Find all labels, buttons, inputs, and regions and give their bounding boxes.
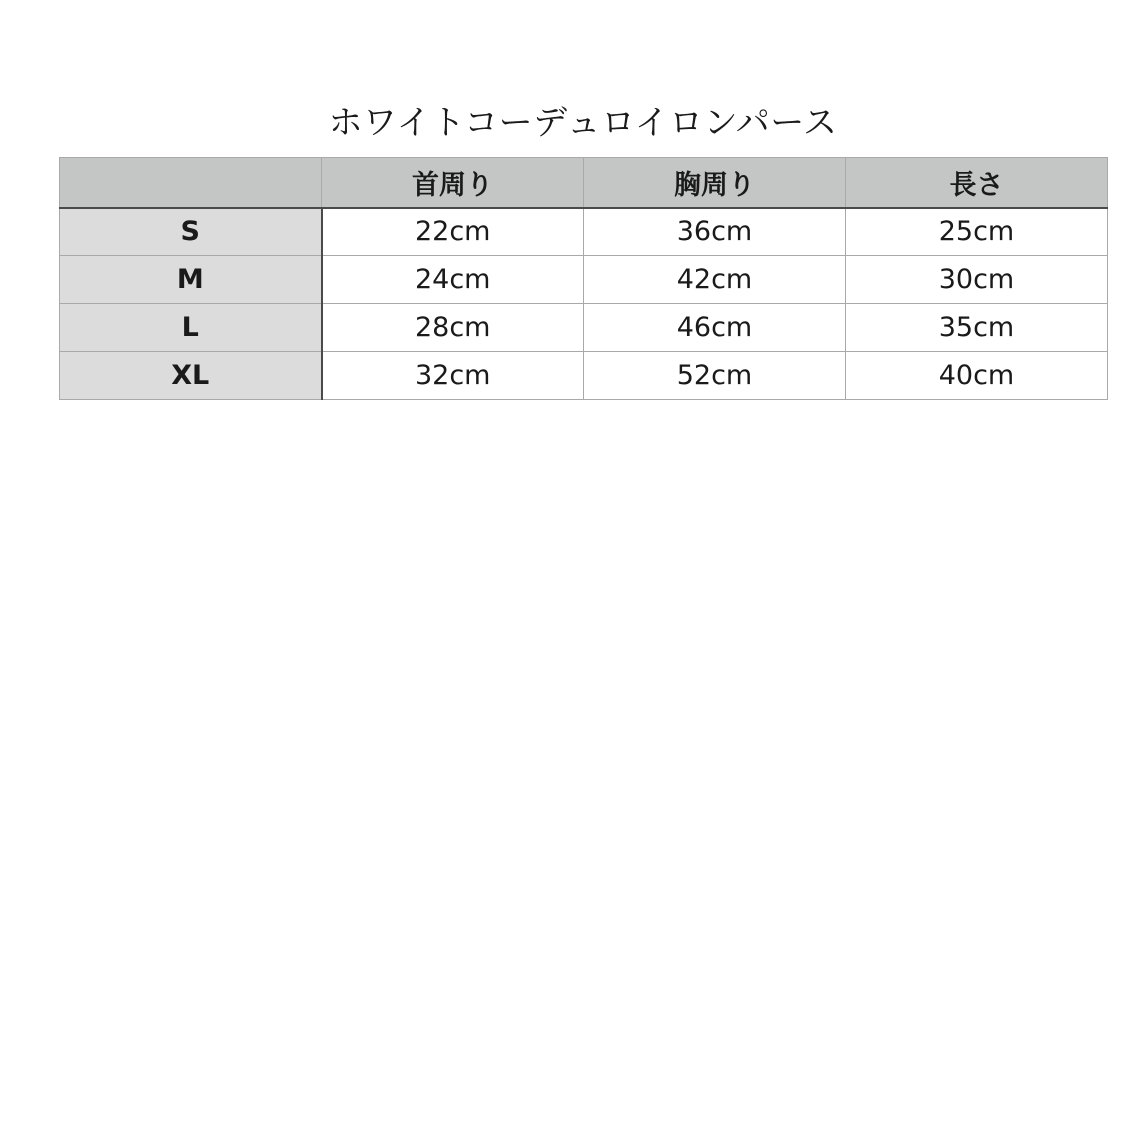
size-label: XL bbox=[60, 352, 322, 400]
size-chart-table bbox=[59, 157, 1108, 400]
length-value: 40cm bbox=[846, 352, 1108, 400]
length-value: 25cm bbox=[846, 208, 1108, 256]
table-row bbox=[60, 256, 1108, 304]
header-chest: 胸周り bbox=[584, 158, 846, 208]
header-neck: 首周り bbox=[322, 158, 584, 208]
neck-value: 32cm bbox=[322, 352, 584, 400]
size-label: S bbox=[60, 208, 322, 256]
neck-value: 22cm bbox=[322, 208, 584, 256]
page-title: ホワイトコーデュロイロンパース bbox=[328, 103, 838, 143]
chest-value: 52cm bbox=[584, 352, 846, 400]
chest-value: 42cm bbox=[584, 256, 846, 304]
table-header-row bbox=[60, 158, 1108, 208]
length-value: 35cm bbox=[846, 304, 1108, 352]
header-corner bbox=[60, 158, 322, 208]
table-row bbox=[60, 208, 1108, 256]
table-row bbox=[60, 304, 1108, 352]
header-length: 長さ bbox=[846, 158, 1108, 208]
chest-value: 36cm bbox=[584, 208, 846, 256]
neck-value: 24cm bbox=[322, 256, 584, 304]
chest-value: 46cm bbox=[584, 304, 846, 352]
table-row bbox=[60, 352, 1108, 400]
neck-value: 28cm bbox=[322, 304, 584, 352]
length-value: 30cm bbox=[846, 256, 1108, 304]
size-label: L bbox=[60, 304, 322, 352]
size-label: M bbox=[60, 256, 322, 304]
